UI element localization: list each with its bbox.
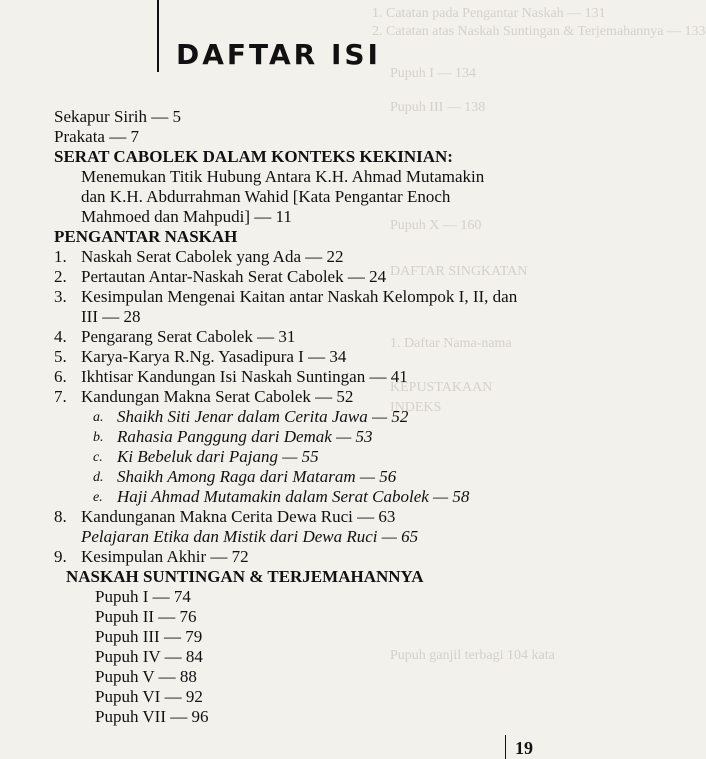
page-number: 19 [515,738,533,758]
toc-entry-line: Menemukan Titik Hubung Antara K.H. Ahmad Mutamakin [81,167,485,186]
subitem-letter: e. [93,490,103,505]
toc-entry: Kesimpulan Akhir — 72 [81,547,249,566]
toc-entry: Karya-Karya R.Ng. Yasadipura I — 34 [81,347,347,366]
item-number: 1. [54,247,67,266]
header-vertical-rule [157,0,159,72]
toc-subentry: Shaikh Among Raga dari Mataram — 56 [117,467,397,486]
toc-entry-sekapur-sirih: Sekapur Sirih — 5 [54,107,182,126]
section-heading-pengantar-naskah: PENGANTAR NASKAH [54,227,238,246]
item-number: 4. [54,327,67,346]
toc-entry: Kandungan Makna Serat Cabolek — 52 [81,387,354,406]
toc-entry-pupuh: Pupuh V — 88 [95,667,197,686]
toc-entry-pupuh: Pupuh VII — 96 [95,707,209,726]
toc-entry-pupuh: Pupuh VI — 92 [95,687,203,706]
item-number: 8. [54,507,67,526]
item-number: 9. [54,547,67,566]
toc-entry-pupuh: Pupuh III — 79 [95,627,203,646]
toc-entry: Kesimpulan Mengenai Kaitan antar Naskah Kelompok I, II, dan [81,287,518,306]
toc-entry-prakata: Prakata — 7 [54,127,139,146]
footer-divider [505,735,506,759]
toc-entry-continuation: III — 28 [81,307,141,326]
subitem-letter: b. [93,430,104,445]
toc-entry: Naskah Serat Cabolek yang Ada — 22 [81,247,344,266]
item-number: 3. [54,287,67,306]
item-number: 5. [54,347,67,366]
toc-entry-line: dan K.H. Abdurrahman Wahid [Kata Pengantar Enoch [81,187,451,206]
subitem-letter: c. [93,450,103,465]
toc-entry-pupuh: Pupuh IV — 84 [95,647,203,666]
toc-entry: Ikhtisar Kandungan Isi Naskah Suntingan — 41 [81,367,408,386]
subitem-letter: a. [93,410,104,425]
subitem-letter: d. [93,470,104,485]
item-number: 6. [54,367,67,386]
toc-entry-pupuh: Pupuh II — 76 [95,607,197,626]
toc-subentry: Shaikh Siti Jenar dalam Cerita Jawa — 52 [117,407,409,426]
item-number: 2. [54,267,67,286]
item-number: 7. [54,387,67,406]
toc-subentry: Ki Bebeluk dari Pajang — 55 [117,447,319,466]
toc-entry: Pengarang Serat Cabolek — 31 [81,327,296,346]
toc-subentry: Haji Ahmad Mutamakin dalam Serat Cabolek — 58 [117,487,470,506]
page-title: DAFTAR ISI [176,38,381,71]
toc-entry: Pertautan Antar-Naskah Serat Cabolek — 24 [81,267,387,286]
section-heading-naskah-suntingan: NASKAH SUNTINGAN & TERJEMAHANNYA [66,567,424,586]
section-heading-serat-cabolek: SERAT CABOLEK DALAM KONTEKS KEKINIAN: [54,147,453,166]
toc-subentry: Rahasia Panggung dari Demak — 53 [117,427,373,446]
toc-entry-pupuh: Pupuh I — 74 [95,587,191,606]
toc-entry-line: Mahmoed dan Mahpudi] — 11 [81,207,292,226]
toc-entry: Kandunganan Makna Cerita Dewa Ruci — 63 [81,507,396,526]
toc-subentry: Pelajaran Etika dan Mistik dari Dewa Ruci — 65 [81,527,419,546]
